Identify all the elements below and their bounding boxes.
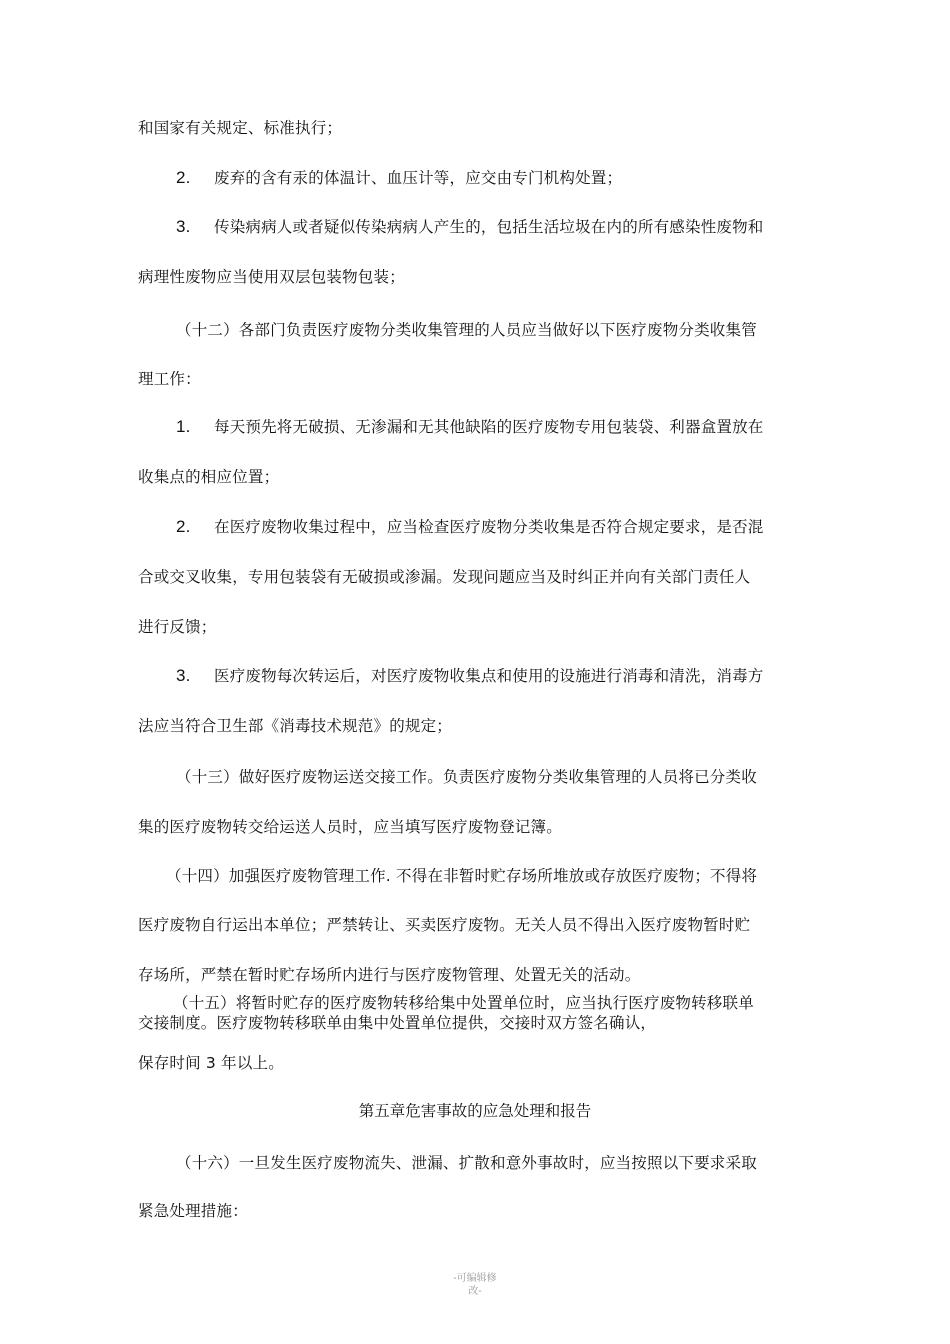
list-item-text: 废弃的含有汞的体温计、血压计等，应交由专门机构处置； — [214, 169, 623, 187]
clause-15-title: （十五）将暂时贮存的医疗废物转移给集中处置单位时，应当执行医疗废物转移联单 — [173, 994, 754, 1012]
clause-12-title: （十二）各部门负责医疗废物分类收集管理的人员应当做好以下医疗废物分类收集管 — [176, 321, 757, 339]
list-item-3-infectious — [176, 217, 764, 237]
chapter-heading: 第五章危害事故的应急处理和报告 — [358, 1102, 592, 1120]
footer-line: 改- — [468, 1286, 482, 1297]
paragraph-line: 和国家有关规定、标准执行； — [138, 119, 343, 137]
paragraph-line: 紧急处理措施： — [138, 1202, 248, 1220]
list-number: 2. — [176, 168, 191, 187]
paragraph-line: 进行反馈； — [138, 618, 217, 636]
paragraph-line: 收集点的相应位置； — [138, 468, 280, 486]
paragraph-line: 集的医疗废物转交给运送人员时，应当填写医疗废物登记簿。 — [138, 818, 562, 836]
paragraph-line: 交接制度。医疗废物转移联单由集中处置单位提供，交接时双方签名确认， — [138, 1014, 657, 1032]
paragraph-line: 存场所，严禁在暂时贮存场所内进行与医疗废物管理、处置无关的活动。 — [138, 966, 641, 984]
list-item-text: 在医疗废物收集过程中，应当检查医疗废物分类收集是否符合规定要求，是否混 — [214, 518, 764, 536]
list-item-text: 每天预先将无破损、无渗漏和无其他缺陷的医疗废物专用包装袋、利器盒置放在 — [214, 418, 764, 436]
clause-13-title: （十三）做好医疗废物运送交接工作。负责医疗废物分类收集管理的人员将已分类收 — [176, 768, 757, 786]
paragraph-line: 保存时间 3 年以上。 — [138, 1054, 284, 1072]
list-item-text: 医疗废物每次转运后，对医疗废物收集点和使用的设施进行消毒和清洗，消毒方 — [214, 667, 764, 685]
clause-14-title: （十四）加强医疗废物管理工作. 不得在非暂时贮存场所堆放或存放医疗废物；不得将 — [166, 867, 758, 885]
clause-16-title: （十六）一旦发生医疗废物流失、泄漏、扩散和意外事故时，应当按照以下要求采取 — [176, 1154, 757, 1172]
paragraph-line: 理工作： — [138, 370, 201, 388]
list-item-2-inspection — [176, 517, 764, 537]
paragraph-line: 法应当符合卫生部《消毒技术规范》的规定； — [138, 717, 453, 735]
list-item-1-bags — [176, 417, 764, 437]
list-number: 3. — [176, 217, 191, 236]
list-number: 3. — [176, 666, 191, 685]
paragraph-line: 医疗废物自行运出本单位；严禁转让、买卖医疗废物。无关人员不得出入医疗废物暂时贮 — [138, 916, 751, 934]
list-number: 1. — [176, 417, 191, 436]
list-item-3-disinfection — [176, 666, 764, 686]
list-item-2-mercury — [176, 168, 622, 188]
list-item-text: 传染病病人或者疑似传染病病人产生的，包括生活垃圾在内的所有感染性废物和 — [214, 218, 764, 236]
paragraph-line: 合或交叉收集，专用包装袋有无破损或渗漏。发现问题应当及时纠正并向有关部门责任人 — [138, 568, 751, 586]
footer-line: -可编辑修 — [453, 1273, 497, 1284]
paragraph-line: 病理性废物应当使用双层包装物包装； — [138, 268, 405, 286]
page-footer — [0, 1272, 950, 1298]
list-number: 2. — [176, 517, 191, 536]
